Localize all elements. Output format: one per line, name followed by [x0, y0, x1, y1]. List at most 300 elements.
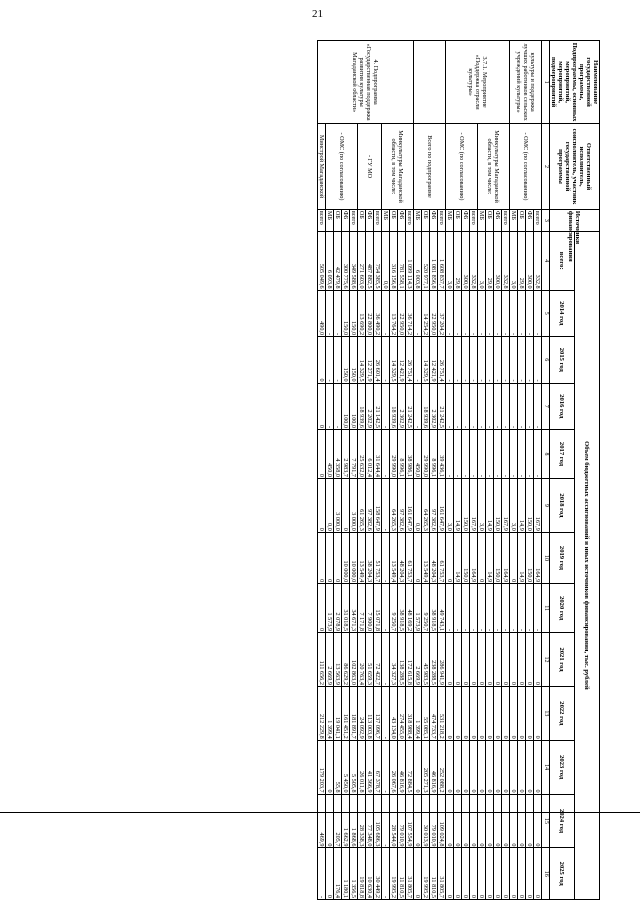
header-year: 2017 год: [550, 430, 575, 479]
amount-cell: -: [382, 584, 390, 633]
amount-cell: 150,0: [494, 532, 502, 583]
amount-cell: -: [382, 848, 390, 900]
amount-cell: 0: [478, 848, 486, 900]
amount-cell: 0: [470, 848, 478, 900]
amount-cell: 48 204,3: [398, 532, 406, 583]
amount-cell: 26 067,6: [390, 740, 398, 794]
column-number: 11: [542, 584, 550, 633]
amount-cell: -: [334, 290, 342, 336]
amount-cell: -: [414, 383, 422, 429]
amount-cell: 67 378,7: [374, 740, 382, 794]
amount-cell: 490,0: [318, 290, 326, 336]
amount-cell: -: [382, 686, 390, 740]
amount-cell: 38 986,1: [406, 430, 414, 479]
amount-cell: 520 977,1: [422, 231, 430, 290]
amount-cell: 7 900,0: [366, 584, 374, 633]
amount-cell: 28 544,0: [390, 794, 398, 848]
amount-cell: 55,8: [334, 740, 342, 794]
amount-cell: 14,9: [454, 532, 462, 583]
amount-cell: 113 003,8: [366, 686, 374, 740]
amount-cell: 14 254,2: [422, 290, 430, 336]
amount-cell: 22 800,0: [366, 290, 374, 336]
rotated-table-container: [40, 40, 600, 900]
amount-cell: 1 081 856,8: [430, 231, 438, 290]
executor-cell: - ОМС (по согласованию): [446, 124, 478, 210]
column-number: 10: [542, 532, 550, 583]
header-year: 2014 год: [550, 290, 575, 336]
amount-cell: 48 204,3: [430, 532, 438, 583]
amount-cell: -: [454, 383, 462, 429]
amount-cell: -: [414, 290, 422, 336]
amount-cell: -: [478, 290, 486, 336]
table-row: [350, 41, 358, 900]
amount-cell: 167,9: [534, 478, 542, 532]
amount-cell: 349 588,6: [350, 231, 358, 290]
amount-cell: 31 805,7: [406, 848, 414, 900]
amount-cell: 14,9: [454, 478, 462, 532]
program-name-cell: культуры и поддержка лучших работников сельских учреждений культуры»: [510, 41, 542, 124]
funding-source-cell: ФБ: [462, 209, 470, 231]
amount-cell: 38 918,5: [398, 584, 406, 633]
header-total: всего:: [550, 231, 575, 290]
funding-source-cell: ОБ: [358, 209, 366, 231]
amount-cell: 72 422,7: [374, 633, 382, 687]
amount-cell: 3,0: [446, 478, 454, 532]
amount-cell: 21 142,5: [374, 383, 382, 429]
amount-cell: 0: [494, 848, 502, 900]
amount-cell: 0: [502, 740, 510, 794]
header-year: 2019 год: [550, 532, 575, 583]
amount-cell: 318 988,4: [406, 686, 414, 740]
amount-cell: 0: [462, 633, 470, 687]
amount-cell: 2 983,7: [342, 430, 350, 479]
column-number: 4: [542, 231, 550, 290]
table-row: [374, 41, 382, 900]
amount-cell: 14,9: [518, 478, 526, 532]
table-row: [406, 41, 414, 900]
amount-cell: 12 271,9: [366, 337, 374, 383]
amount-cell: 150,0: [526, 532, 534, 583]
amount-cell: 0: [414, 794, 422, 848]
amount-cell: 0: [502, 794, 510, 848]
column-number: 8: [542, 430, 550, 479]
page-divider-line: [0, 812, 640, 813]
funding-source-cell: ОБ: [390, 209, 398, 231]
amount-cell: -: [510, 383, 518, 429]
amount-cell: 167,9: [470, 478, 478, 532]
amount-cell: -: [478, 383, 486, 429]
amount-cell: 137 096,7: [374, 686, 382, 740]
amount-cell: -: [462, 430, 470, 479]
amount-cell: 13 764,2: [390, 290, 398, 336]
amount-cell: 0: [470, 740, 478, 794]
amount-cell: 49 743,1: [438, 584, 446, 633]
amount-cell: 11 810,5: [430, 848, 438, 900]
amount-cell: 9 250,7: [390, 584, 398, 633]
amount-cell: -: [518, 337, 526, 383]
amount-cell: 0: [526, 794, 534, 848]
amount-cell: 20 763,4: [358, 633, 366, 687]
amount-cell: 26 751,4: [406, 337, 414, 383]
amount-cell: 0: [470, 794, 478, 848]
amount-cell: 0: [534, 686, 542, 740]
amount-cell: 0: [494, 740, 502, 794]
amount-cell: 161 451,2: [342, 686, 350, 740]
amount-cell: 0: [510, 848, 518, 900]
amount-cell: -: [414, 337, 422, 383]
amount-cell: 2 078,9: [334, 584, 342, 633]
amount-cell: -: [510, 430, 518, 479]
amount-cell: 26 601,4: [374, 337, 382, 383]
amount-cell: -: [454, 430, 462, 479]
column-number: 7: [542, 383, 550, 429]
amount-cell: 64 265,3: [390, 478, 398, 532]
amount-cell: 46 816,9: [398, 740, 406, 794]
amount-cell: 51 753,7: [374, 532, 382, 583]
amount-cell: 10 630,4: [366, 848, 374, 900]
amount-cell: 0: [446, 532, 454, 583]
funding-source-cell: всего: [470, 209, 478, 231]
funding-source-cell: ОБ: [422, 209, 430, 231]
amount-cell: 12 421,9: [398, 337, 406, 383]
amount-cell: 100,0: [342, 383, 350, 429]
amount-cell: 487 882,5: [366, 231, 374, 290]
amount-cell: 300 775,6: [342, 231, 350, 290]
amount-cell: 7 791,7: [350, 430, 358, 479]
amount-cell: 29 990,0: [422, 430, 430, 479]
funding-source-cell: МБ: [382, 209, 390, 231]
amount-cell: 2 669,9: [326, 633, 334, 687]
amount-cell: 0: [454, 686, 462, 740]
amount-cell: -: [534, 290, 542, 336]
amount-cell: 31 018,5: [342, 584, 350, 633]
amount-cell: 167,9: [502, 478, 510, 532]
amount-cell: 3,0: [478, 478, 486, 532]
amount-cell: -: [462, 290, 470, 336]
amount-cell: 19 041,1: [334, 686, 342, 740]
header-year: 2025 год: [550, 848, 575, 900]
column-number: 13: [542, 686, 550, 740]
amount-cell: 0: [534, 848, 542, 900]
header-year: 2023 год: [550, 740, 575, 794]
amount-cell: 41 366,9: [366, 740, 374, 794]
amount-cell: 1 608 837,7: [438, 231, 446, 290]
amount-cell: -: [382, 337, 390, 383]
amount-cell: 48 169,2: [406, 584, 414, 633]
amount-cell: 164,9: [502, 532, 510, 583]
column-number: 1: [542, 41, 550, 124]
amount-cell: -: [526, 290, 534, 336]
amount-cell: 332,8: [502, 231, 510, 290]
amount-cell: -: [526, 337, 534, 383]
amount-cell: 205,7: [334, 794, 342, 848]
program-name-cell: [414, 41, 446, 124]
amount-cell: 21 242,5: [406, 383, 414, 429]
funding-source-cell: ФБ: [366, 209, 374, 231]
funding-source-cell: всего: [406, 209, 414, 231]
amount-cell: 34 671,3: [350, 584, 358, 633]
funding-source-cell: всего: [534, 209, 542, 231]
amount-cell: 0: [318, 337, 326, 383]
amount-cell: -: [446, 383, 454, 429]
amount-cell: -: [382, 478, 390, 532]
amount-cell: 6 003,8: [414, 231, 422, 290]
amount-cell: 172 615,8: [406, 633, 414, 687]
amount-cell: -: [502, 290, 510, 336]
amount-cell: 14 329,5: [358, 337, 366, 383]
amount-cell: 161 647,9: [438, 478, 446, 532]
amount-cell: 150,0: [462, 478, 470, 532]
amount-cell: 212 229,8: [318, 686, 326, 740]
amount-cell: 1 180,1: [342, 848, 350, 900]
amount-cell: -: [446, 430, 454, 479]
amount-cell: -: [526, 584, 534, 633]
executor-cell: Всего по подпрограмме: [414, 124, 446, 210]
table-row: [502, 41, 510, 900]
amount-cell: 0: [326, 532, 334, 583]
header-year: 2021 год: [550, 633, 575, 687]
amount-cell: 12 421,9: [430, 337, 438, 383]
amount-cell: 164,9: [534, 532, 542, 583]
amount-cell: 0: [318, 383, 326, 429]
amount-cell: -: [526, 383, 534, 429]
amount-cell: 77 348,0: [366, 794, 374, 848]
amount-cell: 0: [486, 686, 494, 740]
amount-cell: 1 868,6: [350, 794, 358, 848]
amount-cell: -: [486, 584, 494, 633]
funding-source-cell: всего: [318, 209, 326, 231]
amount-cell: 29 990,0: [390, 430, 398, 479]
amount-cell: 0: [526, 740, 534, 794]
amount-cell: 0: [414, 532, 422, 583]
funding-source-cell: ФБ: [526, 209, 534, 231]
amount-cell: 18 939,6: [422, 383, 430, 429]
table-row: [470, 41, 478, 900]
amount-cell: 5 450,0: [342, 740, 350, 794]
table-row: [438, 41, 446, 900]
amount-cell: 19 995,2: [390, 848, 398, 900]
amount-cell: 21 242,5: [438, 383, 446, 429]
amount-cell: 300,0: [494, 231, 502, 290]
amount-cell: 0: [494, 794, 502, 848]
amount-cell: 0: [534, 794, 542, 848]
column-number-row: [542, 41, 550, 900]
table-frame: [40, 40, 600, 900]
amount-cell: 161 647,9: [406, 478, 414, 532]
amount-cell: 0: [462, 848, 470, 900]
amount-cell: 252 088,2: [438, 740, 446, 794]
amount-cell: 11 810,5: [398, 848, 406, 900]
amount-cell: 469,9: [318, 794, 326, 848]
funding-source-cell: ОБ: [486, 209, 494, 231]
amount-cell: 0: [526, 633, 534, 687]
amount-cell: -: [518, 584, 526, 633]
amount-cell: 0: [502, 633, 510, 687]
amount-cell: 25 632,0: [358, 430, 366, 479]
amount-cell: 1 356,5: [350, 848, 358, 900]
amount-cell: 97 382,6: [398, 478, 406, 532]
budget-table: [317, 40, 600, 900]
column-number: 14: [542, 740, 550, 794]
amount-cell: 1 399,4: [326, 686, 334, 740]
amount-cell: 450,0: [414, 430, 422, 479]
amount-cell: 0: [478, 532, 486, 583]
amount-cell: 1 573,9: [414, 584, 422, 633]
header-name: Наименование государственной программы, Подпрограммы, основных мероприятий, мероприятий, подмероприятий: [550, 41, 600, 124]
amount-cell: 754 385,5: [374, 231, 382, 290]
amount-cell: 450,0: [326, 430, 334, 479]
amount-cell: 13 549,4: [422, 532, 430, 583]
amount-cell: 3,0: [446, 231, 454, 290]
amount-cell: -: [454, 337, 462, 383]
amount-cell: -: [470, 584, 478, 633]
amount-cell: 2 202,9: [366, 383, 374, 429]
amount-cell: 179 203,7: [318, 740, 326, 794]
amount-cell: 150,0: [342, 337, 350, 383]
amount-cell: 0: [318, 430, 326, 479]
table-body: [318, 41, 542, 900]
amount-cell: 0: [454, 740, 462, 794]
funding-source-cell: всего: [438, 209, 446, 231]
amount-cell: -: [446, 290, 454, 336]
amount-cell: -: [382, 633, 390, 687]
amount-cell: 51 659,3: [366, 633, 374, 687]
executor-cell: - ОМС (по согласованию): [510, 124, 542, 210]
amount-cell: 0: [510, 794, 518, 848]
table-row: [534, 41, 542, 900]
amount-cell: -: [518, 383, 526, 429]
amount-cell: 13 563,9: [334, 633, 342, 687]
amount-cell: 97 382,6: [366, 478, 374, 532]
amount-cell: -: [318, 848, 326, 900]
amount-cell: 14,9: [518, 532, 526, 583]
header-year: 2016 год: [550, 383, 575, 429]
amount-cell: 6 093,8: [326, 231, 334, 290]
funding-source-cell: ОБ: [518, 209, 526, 231]
amount-cell: -: [478, 584, 486, 633]
amount-cell: -: [510, 584, 518, 633]
executor-cell: - ОМС (по согласованию): [326, 124, 358, 210]
amount-cell: 0: [342, 478, 350, 532]
amount-cell: 0: [470, 686, 478, 740]
column-number: 3: [542, 209, 550, 231]
amount-cell: -: [510, 290, 518, 336]
amount-cell: -: [470, 290, 478, 336]
amount-cell: -: [534, 584, 542, 633]
amount-cell: 18 939,6: [390, 383, 398, 429]
amount-cell: 505 049,6: [318, 231, 326, 290]
amount-cell: -: [478, 430, 486, 479]
amount-cell: 332,8: [534, 231, 542, 290]
amount-cell: -: [486, 290, 494, 336]
amount-cell: 181 891,7: [350, 686, 358, 740]
amount-cell: 176,4: [334, 848, 342, 900]
funding-source-cell: всего: [374, 209, 382, 231]
amount-cell: 0: [326, 848, 334, 900]
amount-cell: 150,0: [350, 290, 358, 336]
page-number: 21: [312, 8, 323, 20]
amount-cell: 3 000,0: [334, 478, 342, 532]
amount-cell: -: [534, 430, 542, 479]
amount-cell: 0: [414, 848, 422, 900]
executor-cell: Минкультуры Магаданской области, в том числе:: [382, 124, 414, 210]
funding-source-cell: ФБ: [430, 209, 438, 231]
executor-cell: - ГУ МО: [358, 124, 382, 210]
amount-cell: 3,0: [510, 478, 518, 532]
amount-cell: 271 603,0: [358, 231, 366, 290]
amount-cell: 8 996,1: [430, 430, 438, 479]
amount-cell: 14 329,5: [422, 337, 430, 383]
amount-cell: 0: [518, 686, 526, 740]
amount-cell: 36 490,2: [374, 290, 382, 336]
amount-cell: 0: [478, 686, 486, 740]
amount-cell: 1 662,9: [342, 794, 350, 848]
amount-cell: 286 941,9: [438, 633, 446, 687]
amount-cell: 0: [494, 633, 502, 687]
amount-cell: 0: [446, 740, 454, 794]
amount-cell: 64 265,3: [422, 478, 430, 532]
funding-source-cell: МБ: [478, 209, 486, 231]
amount-cell: 13 690,2: [358, 290, 366, 336]
amount-cell: 0: [478, 633, 486, 687]
amount-cell: -: [382, 532, 390, 583]
amount-cell: 0: [510, 532, 518, 583]
amount-cell: 15 071,8: [374, 584, 382, 633]
amount-cell: 0: [478, 740, 486, 794]
amount-cell: 39 436,1: [438, 430, 446, 479]
amount-cell: 24 092,9: [358, 686, 366, 740]
amount-cell: 0: [502, 848, 510, 900]
amount-cell: 102 863,0: [350, 633, 358, 687]
amount-cell: 28 338,3: [358, 794, 366, 848]
amount-cell: -: [326, 290, 334, 336]
amount-cell: -: [510, 337, 518, 383]
amount-cell: 9 250,7: [422, 584, 430, 633]
amount-cell: 138 288,5: [398, 633, 406, 687]
amount-cell: 0: [518, 794, 526, 848]
column-number: 9: [542, 478, 550, 532]
amount-cell: -: [526, 430, 534, 479]
amount-cell: 31 644,4: [374, 430, 382, 479]
amount-cell: 205 271,3: [422, 740, 430, 794]
amount-cell: -: [446, 584, 454, 633]
amount-cell: -: [502, 430, 510, 479]
funding-source-cell: ФБ: [342, 209, 350, 231]
header-year: 2022 год: [550, 686, 575, 740]
amount-cell: 14,9: [486, 532, 494, 583]
header-source: Источники финансирования: [550, 209, 600, 231]
amount-cell: -: [454, 584, 462, 633]
funding-source-cell: ФБ: [398, 209, 406, 231]
amount-cell: -: [502, 383, 510, 429]
column-number: 2: [542, 124, 550, 210]
funding-source-cell: ФБ: [494, 209, 502, 231]
amount-cell: 13 549,4: [390, 532, 398, 583]
amount-cell: 46 816,9: [430, 740, 438, 794]
amount-cell: -: [494, 584, 502, 633]
amount-cell: 300,0: [526, 231, 534, 290]
amount-cell: -: [470, 337, 478, 383]
amount-cell: 0: [454, 633, 462, 687]
amount-cell: 79 010,9: [398, 794, 406, 848]
amount-cell: 0: [510, 740, 518, 794]
amount-cell: 0: [462, 740, 470, 794]
amount-cell: -: [462, 584, 470, 633]
amount-cell: -: [486, 337, 494, 383]
amount-cell: 29,8: [486, 231, 494, 290]
amount-cell: -: [382, 740, 390, 794]
amount-cell: 158 647,9: [374, 478, 382, 532]
